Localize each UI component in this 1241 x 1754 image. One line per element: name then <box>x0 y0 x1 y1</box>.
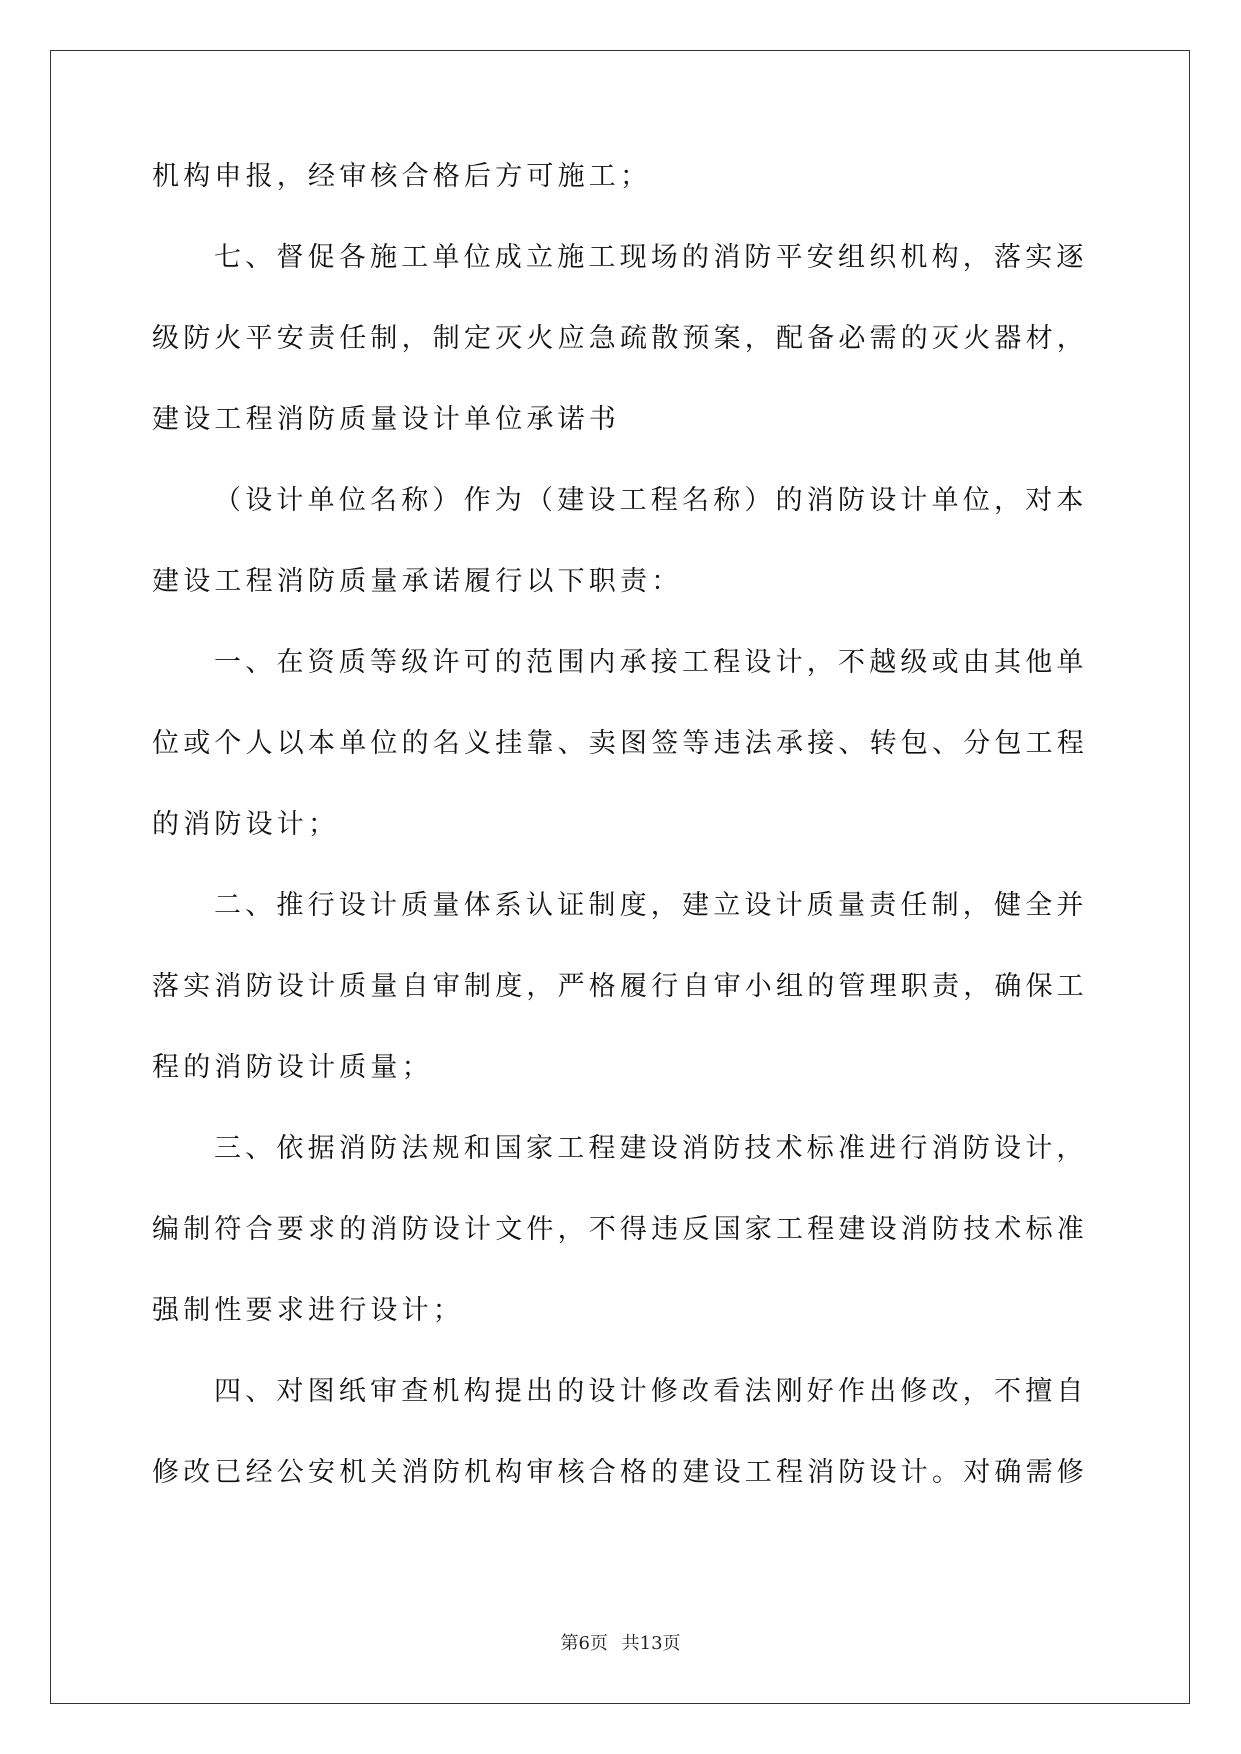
text-line: 建设工程消防质量设计单位承诺书 <box>152 404 620 435</box>
text-line: 程的消防设计质量； <box>152 1052 433 1083</box>
text-line: （设计单位名称）作为（建设工程名称）的消防设计单位，对本 <box>214 485 1088 516</box>
text-line: 级防火平安责任制，制定灭火应急疏散预案，配备必需的灭火器材， <box>152 323 1088 354</box>
text-line: 强制性要求进行设计； <box>152 1295 464 1326</box>
text-line: 七、督促各施工单位成立施工现场的消防平安组织机构，落实逐 <box>214 242 1088 273</box>
text-line: 位或个人以本单位的名义挂靠、卖图签等违法承接、转包、分包工程 <box>152 728 1088 759</box>
text-line: 三、依据消防法规和国家工程建设消防技术标准进行消防设计， <box>214 1133 1088 1164</box>
text-line: 修改已经公安机关消防机构审核合格的建设工程消防设计。对确需修 <box>152 1457 1088 1488</box>
page-total: 共13页 <box>621 1633 681 1654</box>
page-number: 第6页 <box>560 1633 608 1654</box>
text-line: 四、对图纸审查机构提出的设计修改看法刚好作出修改，不擅自 <box>214 1376 1088 1407</box>
text-line: 建设工程消防质量承诺履行以下职责： <box>152 566 683 597</box>
text-line: 二、推行设计质量体系认证制度，建立设计质量责任制，健全并 <box>214 890 1088 921</box>
document-body <box>152 162 1092 1539</box>
text-line: 编制符合要求的消防设计文件，不得违反国家工程建设消防技术标准 <box>152 1214 1088 1245</box>
text-line: 落实消防设计质量自审制度，严格履行自审小组的管理职责，确保工 <box>152 971 1088 1002</box>
text-line: 机构申报，经审核合格后方可施工； <box>152 161 652 192</box>
text-line: 一、在资质等级许可的范围内承接工程设计，不越级或由其他单 <box>214 647 1088 678</box>
text-line: 的消防设计； <box>152 809 340 840</box>
page-footer <box>0 1629 1241 1655</box>
